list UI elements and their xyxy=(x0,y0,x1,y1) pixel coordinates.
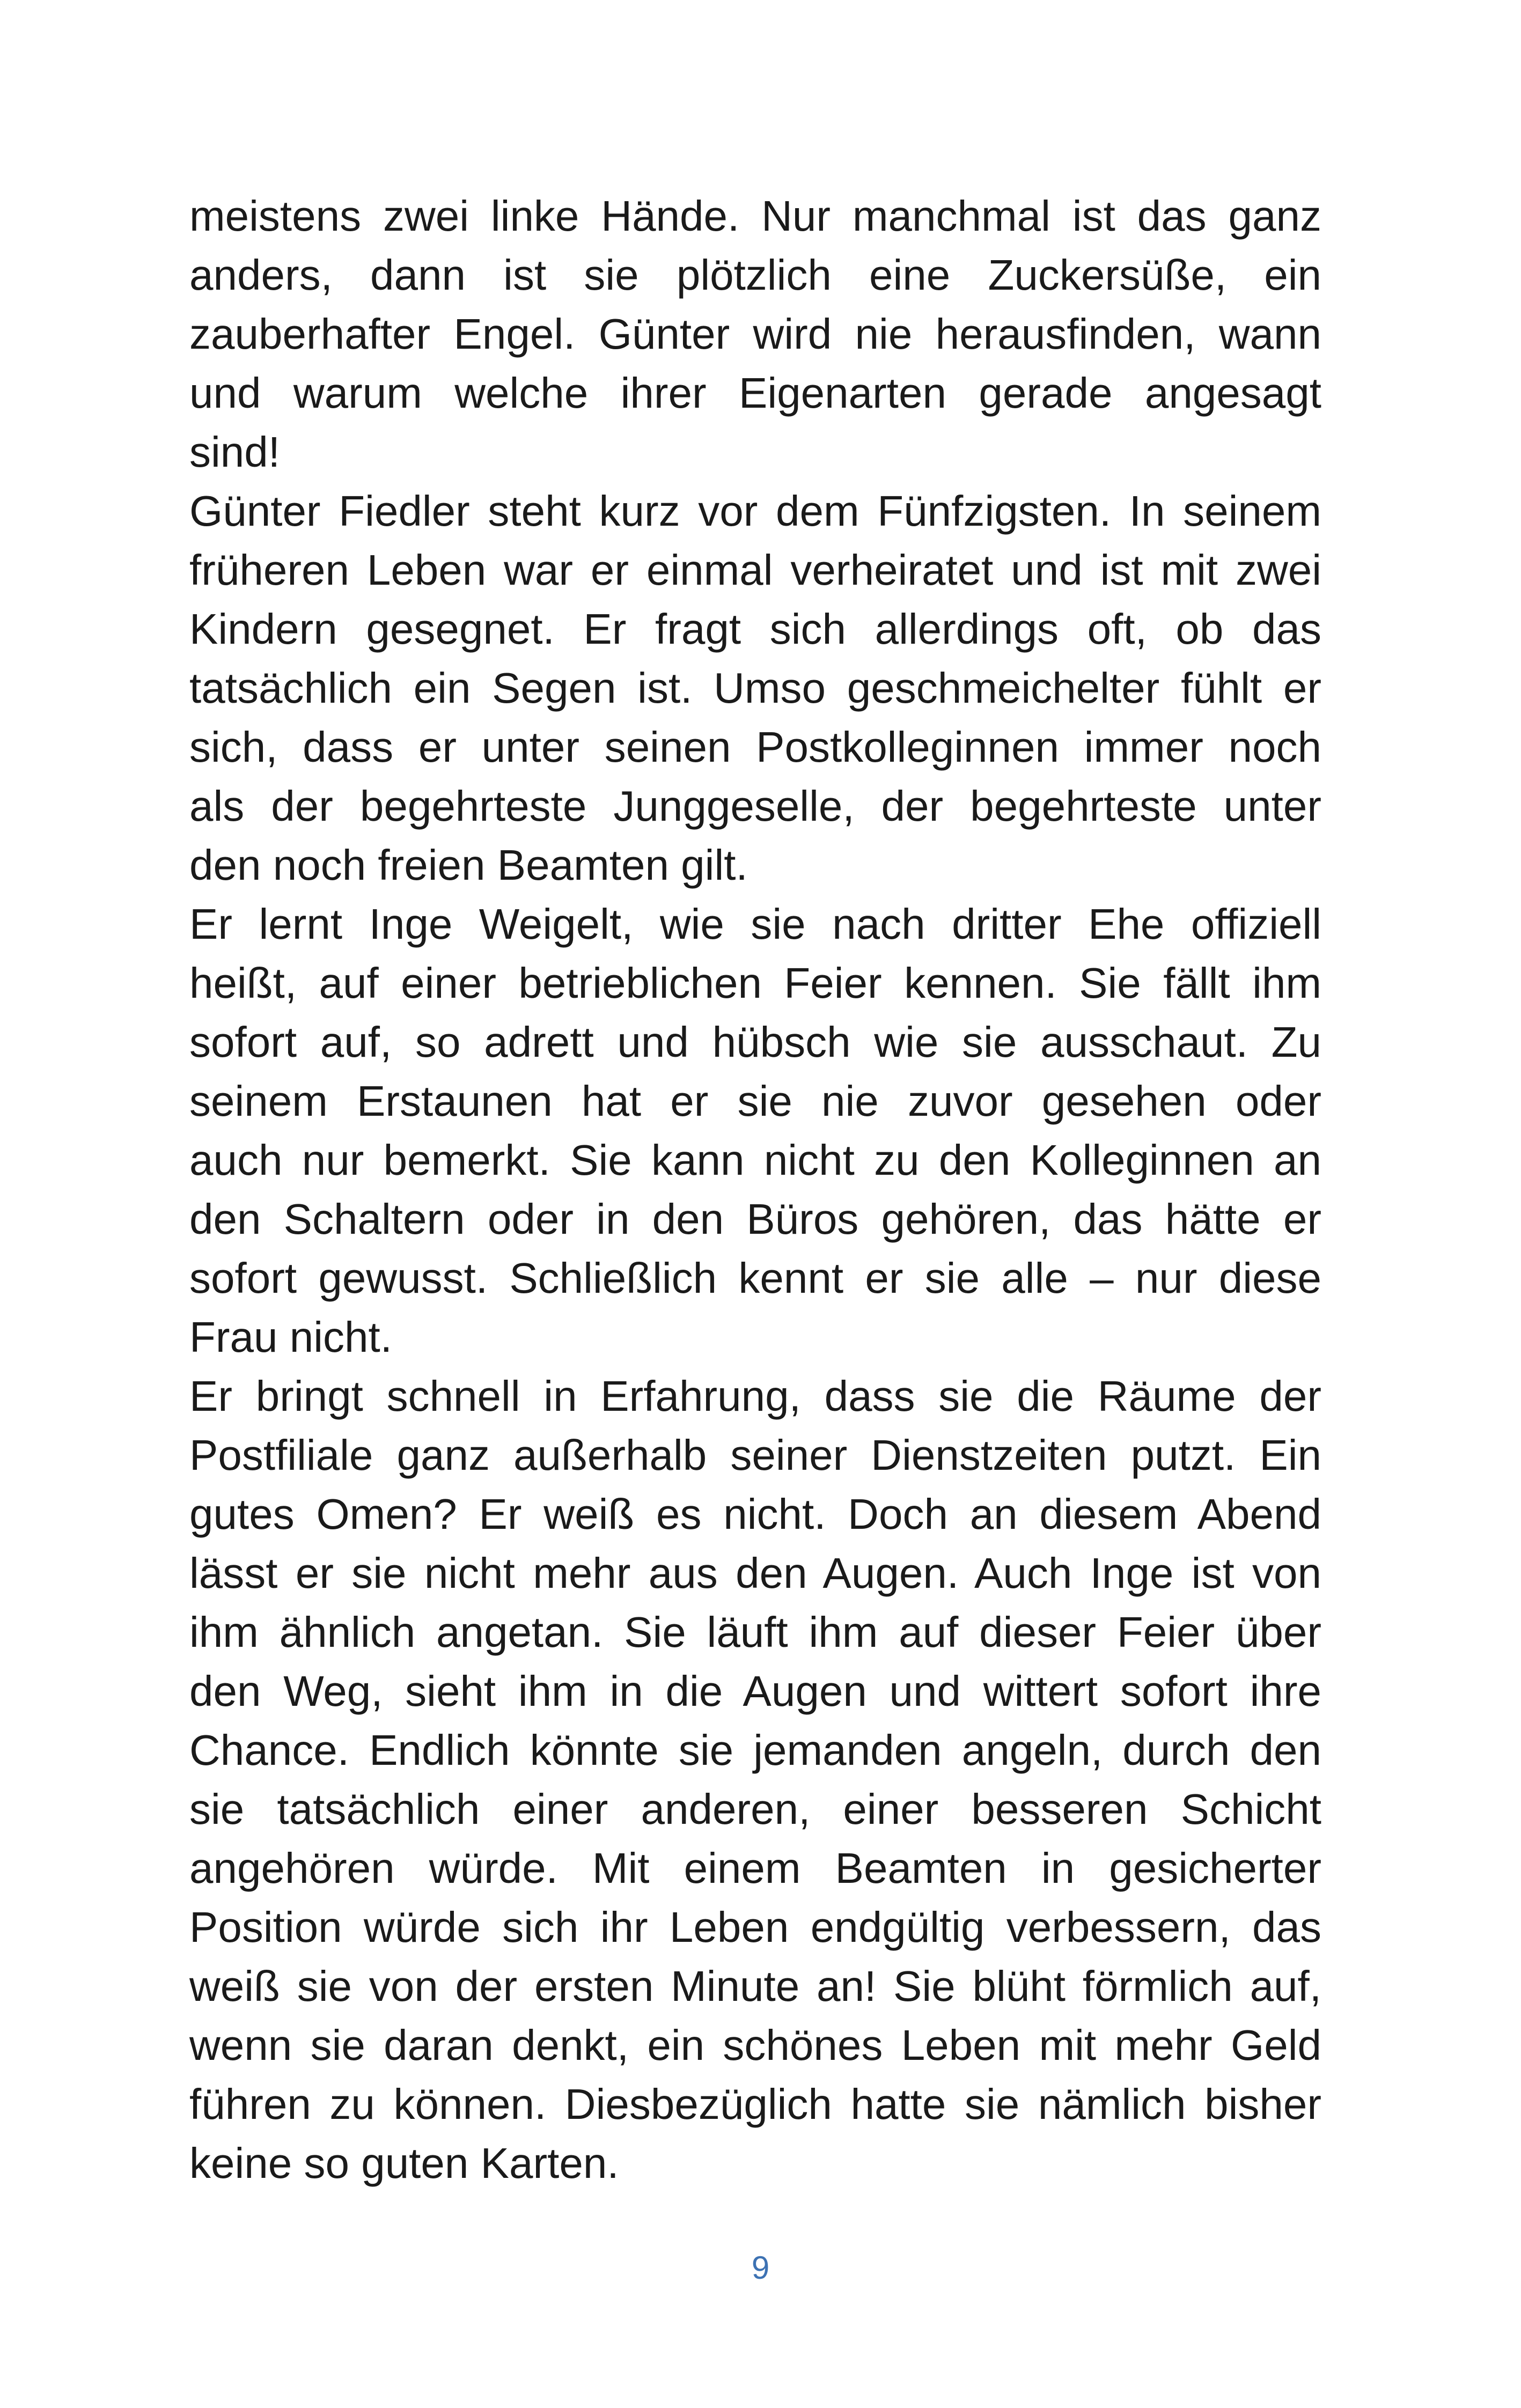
text-line: Postfiliale ganz außerhalb seiner Dienstzeiten putzt. Ein xyxy=(189,1431,1321,1479)
text-line: anders, dann ist sie plötzlich eine Zuckersüße, ein xyxy=(189,251,1321,299)
text-line: und warum welche ihrer Eigenarten gerade angesagt xyxy=(189,369,1321,417)
text-line: weiß sie von der ersten Minute an! Sie blüht förmlich auf, xyxy=(189,1962,1321,2010)
text-line: zauberhafter Engel. Günter wird nie herausfinden, wann xyxy=(189,310,1321,358)
body-text xyxy=(189,187,1321,2193)
text-line: sofort auf, so adrett und hübsch wie sie ausschaut. Zu xyxy=(189,1018,1321,1066)
text-line: ihm ähnlich angetan. Sie läuft ihm auf dieser Feier über xyxy=(189,1608,1321,1656)
text-line: meistens zwei linke Hände. Nur manchmal ist das ganz xyxy=(189,192,1321,240)
text-line: Frau nicht. xyxy=(189,1313,392,1361)
text-line: Er bringt schnell in Erfahrung, dass sie die Räume der xyxy=(189,1372,1321,1420)
text-line: lässt er sie nicht mehr aus den Augen. Auch Inge ist von xyxy=(189,1549,1321,1597)
text-line: gutes Omen? Er weiß es nicht. Doch an diesem Abend xyxy=(189,1490,1321,1538)
text-line: Günter Fiedler steht kurz vor dem Fünfzigsten. In seinem xyxy=(189,487,1321,535)
text-line: führen zu können. Diesbezüglich hatte sie nämlich bisher xyxy=(189,2080,1321,2128)
text-line: heißt, auf einer betrieblichen Feier kennen. Sie fällt ihm xyxy=(189,959,1321,1007)
text-line: seinem Erstaunen hat er sie nie zuvor gesehen oder xyxy=(189,1077,1321,1125)
page-number: 9 xyxy=(751,2250,770,2286)
text-line: sind! xyxy=(189,428,280,476)
text-line: den Weg, sieht ihm in die Augen und wittert sofort ihre xyxy=(189,1667,1321,1715)
text-line: sich, dass er unter seinen Postkolleginnen immer noch xyxy=(189,723,1321,771)
text-line: als der begehrteste Junggeselle, der begehrteste unter xyxy=(189,782,1321,830)
text-line: Er lernt Inge Weigelt, wie sie nach dritter Ehe offiziell xyxy=(189,900,1321,948)
text-line: den Schaltern oder in den Büros gehören, das hätte er xyxy=(189,1195,1321,1243)
text-line: sie tatsächlich einer anderen, einer besseren Schicht xyxy=(189,1785,1321,1833)
text-line: Chance. Endlich könnte sie jemanden angeln, durch den xyxy=(189,1726,1321,1774)
text-line: früheren Leben war er einmal verheiratet und ist mit zwei xyxy=(189,546,1321,594)
text-line: wenn sie daran denkt, ein schönes Leben mit mehr Geld xyxy=(189,2021,1321,2069)
text-line: sofort gewusst. Schließlich kennt er sie alle – nur diese xyxy=(189,1254,1321,1302)
text-line: den noch freien Beamten gilt. xyxy=(189,841,748,889)
text-line: Kindern gesegnet. Er fragt sich allerdings oft, ob das xyxy=(189,605,1321,653)
text-line: tatsächlich ein Segen ist. Umso geschmeichelter fühlt er xyxy=(189,664,1321,712)
text-line: keine so guten Karten. xyxy=(189,2139,619,2187)
text-line: auch nur bemerkt. Sie kann nicht zu den Kolleginnen an xyxy=(189,1136,1321,1184)
text-line: angehören würde. Mit einem Beamten in gesicherter xyxy=(189,1844,1321,1892)
text-line: Position würde sich ihr Leben endgültig verbessern, das xyxy=(189,1903,1321,1951)
